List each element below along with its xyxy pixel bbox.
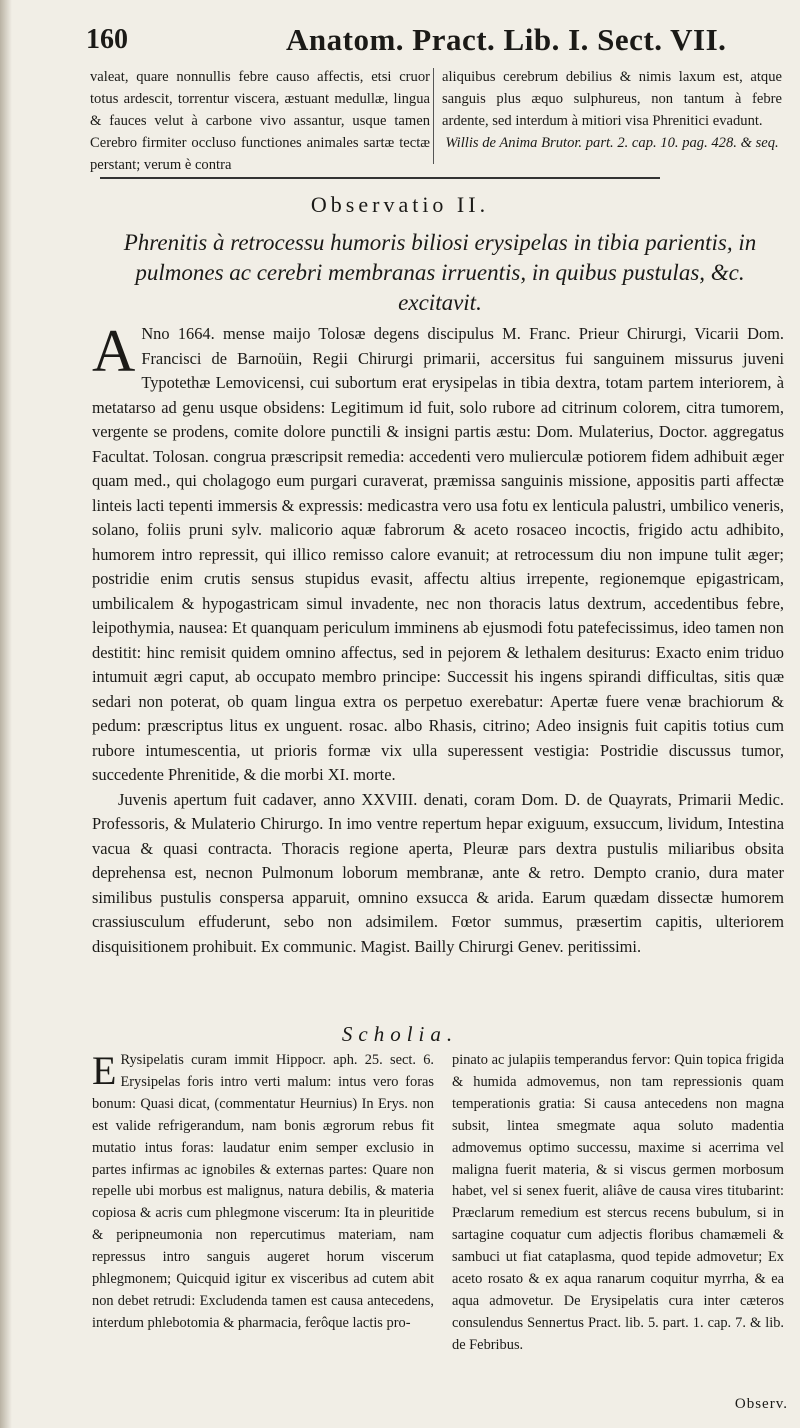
scholia-drop-cap: E xyxy=(92,1048,117,1093)
top-columns xyxy=(90,66,780,176)
page-number: 160 xyxy=(86,24,128,55)
top-right-text: aliquibus cerebrum debilius & nimis laxum est, atque sanguis plus æquo sulphureus, non tantum à febre ardente, sed interdum à mitiori visa Phrenitici evadunt. xyxy=(442,69,782,129)
observation-subtitle: Phrenitis à retrocessu humoris biliosi erysipelas in tibia parientis, in pulmones ac cerebri membranas irruentis, in quibus pustulas, &c. excitavit. xyxy=(123,230,757,315)
top-right-column xyxy=(442,66,782,154)
observation-title: Observatio II. xyxy=(310,192,490,217)
running-head: Anatom. Pract. Lib. I. Sect. VII. xyxy=(286,22,727,57)
scholia-left-text: Rysipelatis curam immit Hippocr. aph. 25. sect. 6. Erysipelas foris intro verti malum: intus vero foras bonum: Quasi dicat, (commentatur Heurnius) In Erys. non est valide refrigerandum, nam bonis ægrorum rebus fit mutatio intus foras: laudatur enim semper exclusio in partes infirmas ac ignobiles & externas partes: Quare non repelle ubi morbus est malignus, natura debilis, & materia copiosa & acris cum phlegmone viscerum: Ita in pleuritide & peripneumonia non repercutimus materiam, nam repressus intro sanguis augeret horum viscerum phlegmonem; Quicquid igitur ex visceribus ad cutem abit non debet retrudi: Excludenda tamen est causa antecedens, interdum phlebotomia & pharmacia, ferôque lactis pro- xyxy=(92,1052,434,1331)
scholia-right-column: pinato ac julapiis temperandus fervor: Quin topica frigida & humida admovemus, non tam repressionis quam temperationis gratia: Si causa antecedens non magna subsit, lintea smegmate aqua soluto madentia admovemus optimo successu, maxime si acerrima vel maligna fuerit materia, & si viscus germen morbosum habet, vel si senex fuerit, aliâve de causa vires titubarint: Præclarum remedium est stercus recens bubulum, si in sartagine coquatur cum adjectis floribus chamæmeli & sambuci ut fiat cataplasma, quod tepide admovetur; Ex aceto rosato & ex aqua ranarum coquitur myrrha, & ea aqua admovetur. De Erysipelatis cura inter cæteros consulendus Sennertus Pract. lib. 5. part. 1. cap. 7. & lib. de Febribus. xyxy=(452,1052,784,1353)
catchword: Observ. xyxy=(734,1396,788,1412)
section-rule xyxy=(100,177,660,179)
top-left-column: valeat, quare nonnullis febre causo affectis, etsi cruor totus ardescit, torrentur viscera, æstuant medullæ, lingua & fauces velut à carbone vivo assantur, usque tamen Cerebro firmiter occluso functiones animales sartæ tectæ perstant; verum è contra xyxy=(90,69,430,173)
page-header xyxy=(86,22,786,62)
scholia-columns xyxy=(92,1048,784,1353)
main-paragraph-1-text: Nno 1664. mense maijo Tolosæ degens discipulus M. Franc. Prieur Chirurgi, Vicarii Dom. Francisci de Barnoüin, Regii Chirurgi primarii, accersitus fui sanguinem missurus juveni Typotethæ Lemovicensi, cui subortum erat erysipelas in tibia dextra, totam partem interiorem, à metatarso ad genu usque obsidens: Legitimum id fuit, solo rubore ad citrinum colorem, citra tumorem, vergente se prodens, comite dolore punctili & insigni partis æstu: Dom. Mulaterius, Doctor. aggregatus Facultat. Tolosan. congrua præscripsit remedia: accedenti vero mulierculæ potiorem fidem adhibuit æger quam med., qui cholagogo eum purgari curaverat, præmissa sanguinis missione, appositis parti affectæ linteis lacti tepenti immersis & expressis: medicastra vero usa fotu ex lenticula palustri, umbilico veneris, solano, foliis pruni sylv. malicorio aquæ fabrorum & aceto rosaceo incoctis, frigido actu adhibito, humorem intro repressit, qui illico remisso calore evanuit; at retrocessum diu non impune tulit æger; postridie enim crutis sensus stupidus evasit, affectu altius irrepente, regionemque epigastricam, umbilicalem & hypogastricam simul invadente, nec non thoracis latus dextrum, accedentibus febre, leipothymia, nausea: Et quanquam periculum imminens ab ejusmodi fotu patefecissimus, ideo tamen non destitit: hinc remisit quidem omnino affectus, sed in pejorem & lethalem desiturus: Exacto enim triduo intumuit ægri caput, ab occupato membro principe: Successit his ingens spirandi difficultas, sitis quæ sedari non poterat, ob quam lingua extra os perpetuo exerebatur: Apertæ fuere venæ brachiorum & pedum: præscriptus litus ex unguent. rosac. albo Rhasis, citrino; Adeo insignis fuit capitis totius cum rubore intumescentia, ut prioris formæ vix ulla superessent vestigia: Postridie discussus tumor, succedente Phrenitide, & die morbi XI. morte. xyxy=(92,324,784,784)
main-paragraph-2: Juvenis apertum fuit cadaver, anno XXVIII. denati, coram Dom. D. de Quayrats, Primarii Medic. Professoris, & Mulaterio Chirurgo. In imo ventre repertum hepar exiguum, exsuccum, lividum, Intestina vacua & quasi contracta. Thoracis regione aperta, Pleuræ pars dextra pustulis miliaribus obsita deprehensa est, necnon Pulmonum loborum membranæ, ante & retro. Dempto cranio, dura mater similibus pustulis conspersa apparuit, omnino exsucca & arida. Earum quædam dissectæ humorem crassiusculum effuderunt, sebo non adsimilem. Fœtor summus, præsertim capitis, ulteriorem disquisitionem prohibuit. Ex communic. Magist. Bailly Chirurgi Genev. peritissimi. xyxy=(92,789,784,956)
main-paragraph-1 xyxy=(92,318,784,788)
top-right-citation: Willis de Anima Brutor. part. 2. cap. 10. pag. 428. & seq. xyxy=(445,135,779,151)
scholia-title: Scholia. xyxy=(341,1022,459,1046)
drop-cap: A xyxy=(92,318,136,384)
column-divider xyxy=(433,68,434,164)
scholia-left-column xyxy=(92,1050,434,1335)
main-text xyxy=(92,318,784,959)
